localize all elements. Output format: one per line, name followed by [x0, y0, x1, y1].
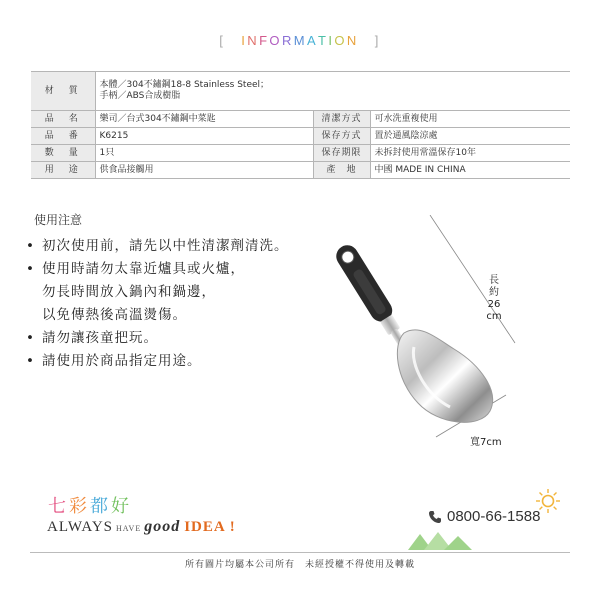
usage-notes-list [24, 235, 289, 373]
bullet-icon: • [26, 261, 35, 277]
table-row [31, 111, 570, 128]
bullet-icon: • [26, 353, 35, 369]
row-value-right: 未拆封使用常溫保存10年 [370, 145, 570, 162]
information-header [0, 33, 600, 48]
product-info-table [31, 71, 570, 179]
phone-icon [428, 510, 442, 524]
spoon-product-image [330, 215, 570, 455]
bullet-icon: • [26, 238, 35, 254]
list-item: • 初次使用前，請先以中性清潔劑清洗。 [24, 235, 289, 258]
list-item: • 請使用於商品指定用途。 [24, 350, 289, 373]
copyright-notice: 所有圖片均屬本公司所有 未經授權不得使用及轉載 [184, 560, 415, 570]
title-letter: O [269, 33, 282, 48]
row-label-right: 保存方式 [321, 130, 362, 141]
slogan-idea: IDEA [184, 519, 226, 535]
material-value-line-1: 本體／304不鏽鋼18-8 Stainless Steel； [99, 80, 270, 90]
table-row [31, 128, 570, 145]
material-value [95, 72, 570, 111]
title-letter: N [247, 33, 260, 48]
title-letter: I [328, 33, 335, 48]
title-letter: O [334, 33, 347, 48]
row-value-right: 可水洗重複使用 [370, 111, 570, 128]
mountains-icon [408, 526, 478, 550]
row-label-left: 品 名 [44, 113, 81, 124]
list-item: • 請勿讓孩童把玩。 [24, 327, 289, 350]
title-letter: N [346, 33, 359, 48]
phone-number: 0800-66-1588 [447, 508, 541, 525]
title-letter: F [259, 33, 270, 48]
length-dimension-label: 長 約 26 cm [486, 275, 502, 322]
slogan-exclaim: ! [229, 519, 236, 535]
usage-notes-title: 使用注意 [34, 213, 83, 227]
bracket-right: ] [374, 33, 381, 48]
row-value-right: 中國 MADE IN CHINA [370, 162, 570, 179]
row-value-right: 置於通風陰涼處 [370, 128, 570, 145]
row-label-right: 清潔方式 [321, 113, 362, 124]
material-value-line-2: 手柄／ABS合成樹脂 [99, 91, 181, 101]
footer-divider [30, 552, 570, 553]
title-letter: T [318, 33, 329, 48]
phone-contact [428, 508, 540, 525]
title-letter: I [241, 33, 248, 48]
brand-logo-chinese [48, 492, 132, 518]
title-letter: A [306, 33, 319, 48]
row-label-left: 用 途 [44, 164, 81, 175]
material-label: 材 質 [31, 72, 95, 111]
brand-slogan [47, 518, 236, 536]
brand-char: 好 [111, 496, 132, 517]
row-value-left: 樂司／台式304不鏽鋼中菜匙 [95, 111, 313, 128]
table-row [31, 145, 570, 162]
row-label-right: 保存期限 [321, 147, 362, 158]
title-letter: M [293, 33, 307, 48]
row-value-left: 供食品接觸用 [95, 162, 313, 179]
table-row-material [31, 72, 570, 111]
slogan-have: HAVE [116, 524, 142, 533]
information-title [241, 33, 358, 48]
row-value-left: K6215 [95, 128, 313, 145]
slogan-good: good [144, 518, 181, 535]
bracket-left: [ [219, 33, 226, 48]
brand-char: 都 [90, 496, 111, 517]
title-letter: R [281, 33, 294, 48]
row-label-right: 產 地 [326, 164, 357, 175]
list-item: • 使用時請勿太靠近爐具或火爐， 勿長時間放入鍋內和鍋邊， 以免傳熱後高溫燙傷。 [24, 258, 289, 327]
brand-char: 彩 [69, 496, 90, 517]
table-row [31, 162, 570, 179]
row-label-left: 品 番 [44, 130, 81, 141]
row-value-left: 1只 [95, 145, 313, 162]
brand-char: 七 [48, 496, 69, 517]
bullet-icon: • [26, 330, 35, 346]
slogan-always: ALWAYS [47, 519, 114, 535]
row-label-left: 數 量 [44, 147, 81, 158]
width-dimension-label: 寬7cm [470, 437, 502, 448]
